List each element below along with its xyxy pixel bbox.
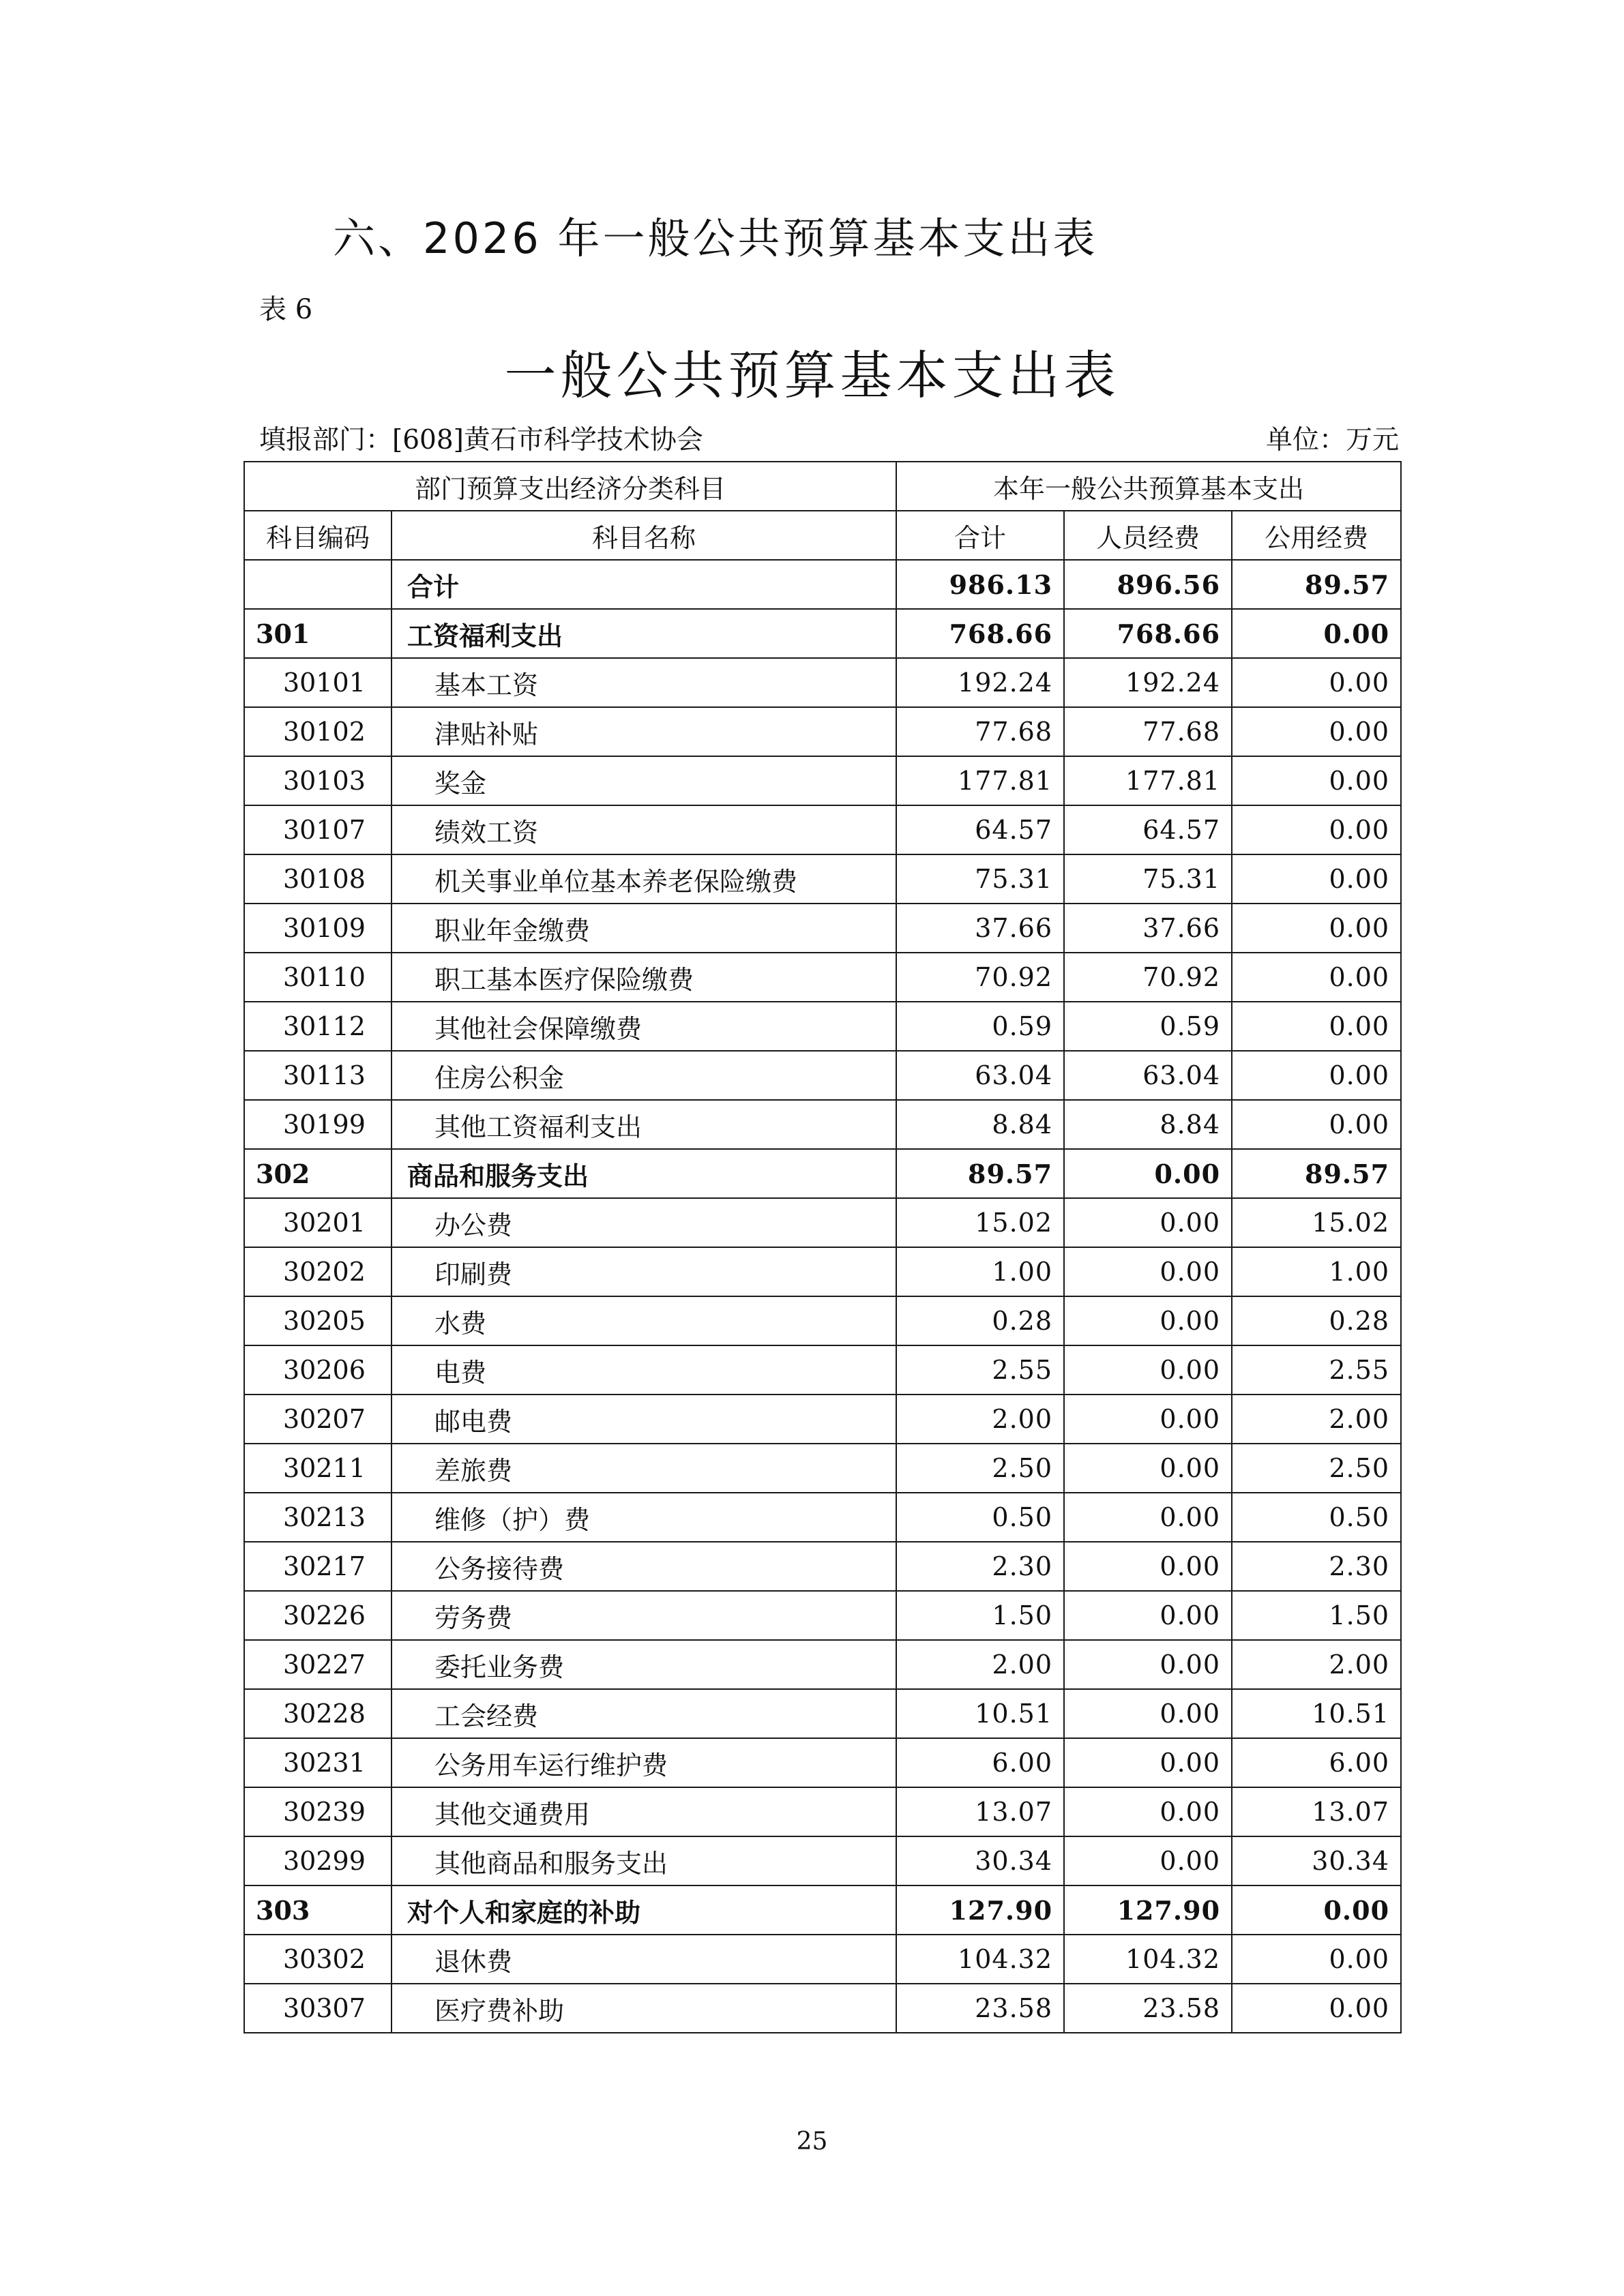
header-group-row: [244, 462, 1401, 511]
cell-personnel: 768.66: [1064, 609, 1232, 658]
cell-total: 23.58: [896, 1984, 1064, 2033]
cell-personnel: 64.57: [1064, 805, 1232, 854]
item-row: [244, 1738, 1401, 1787]
cell-total: 64.57: [896, 805, 1064, 854]
cell-code: 30113: [244, 1051, 392, 1100]
cell-total: 1.00: [896, 1247, 1064, 1296]
cell-name: 其他工资福利支出: [392, 1100, 896, 1149]
item-row: [244, 904, 1401, 953]
cell-total: 37.66: [896, 904, 1064, 953]
cell-name: 基本工资: [392, 658, 896, 707]
cell-public: 0.00: [1232, 904, 1401, 953]
cell-personnel: 104.32: [1064, 1935, 1232, 1984]
cell-total: 1.50: [896, 1591, 1064, 1640]
cell-code: 30231: [244, 1738, 392, 1787]
cell-name: 奖金: [392, 756, 896, 805]
cell-public: 0.00: [1232, 707, 1401, 756]
cell-code: 30211: [244, 1444, 392, 1493]
header-group-classification: 部门预算支出经济分类科目: [244, 462, 896, 511]
header-group-expenditure: 本年一般公共预算基本支出: [896, 462, 1401, 511]
cell-personnel: 192.24: [1064, 658, 1232, 707]
cell-public: 0.00: [1232, 1051, 1401, 1100]
cell-public: 30.34: [1232, 1836, 1401, 1885]
cell-public: 0.00: [1232, 1002, 1401, 1051]
cell-personnel: 8.84: [1064, 1100, 1232, 1149]
item-row: [244, 1002, 1401, 1051]
cell-total: 10.51: [896, 1689, 1064, 1738]
cell-public: 0.00: [1232, 1935, 1401, 1984]
cell-public: 0.00: [1232, 756, 1401, 805]
cell-total: 768.66: [896, 609, 1064, 658]
cell-name: 工会经费: [392, 1689, 896, 1738]
cell-public: 0.00: [1232, 658, 1401, 707]
cell-name: 劳务费: [392, 1591, 896, 1640]
cell-code: 301: [244, 609, 392, 658]
budget-expenditure-table: [243, 461, 1402, 2033]
cell-name: 差旅费: [392, 1444, 896, 1493]
cell-name: 职工基本医疗保险缴费: [392, 953, 896, 1002]
cell-name: 职业年金缴费: [392, 904, 896, 953]
cell-code: 30213: [244, 1493, 392, 1542]
cell-public: 0.00: [1232, 1885, 1401, 1935]
cell-public: 1.50: [1232, 1591, 1401, 1640]
item-row: [244, 1591, 1401, 1640]
cell-name: 商品和服务支出: [392, 1149, 896, 1198]
cell-code: 30302: [244, 1935, 392, 1984]
cell-personnel: 0.00: [1064, 1542, 1232, 1591]
cell-public: 2.50: [1232, 1444, 1401, 1493]
table-title: 一般公共预算基本支出表: [504, 345, 1120, 406]
cell-code: 30207: [244, 1395, 392, 1444]
cell-name: 住房公积金: [392, 1051, 896, 1100]
cell-code: [244, 560, 392, 609]
cell-name: 公务用车运行维护费: [392, 1738, 896, 1787]
header-row: [244, 511, 1401, 560]
item-row: [244, 1247, 1401, 1296]
cell-personnel: 177.81: [1064, 756, 1232, 805]
cell-total: 2.50: [896, 1444, 1064, 1493]
cell-code: 30206: [244, 1345, 392, 1395]
cell-code: 30217: [244, 1542, 392, 1591]
cell-total: 192.24: [896, 658, 1064, 707]
cell-total: 2.00: [896, 1395, 1064, 1444]
cell-personnel: 23.58: [1064, 1984, 1232, 2033]
header-public: 公用经费: [1232, 511, 1401, 560]
cell-public: 0.00: [1232, 609, 1401, 658]
cell-personnel: 0.00: [1064, 1640, 1232, 1689]
cell-total: 0.59: [896, 1002, 1064, 1051]
dept-value: [608]黄石市科学技术协会: [392, 425, 703, 456]
item-row: [244, 1787, 1401, 1836]
cell-personnel: 0.00: [1064, 1345, 1232, 1395]
category-row: [244, 1885, 1401, 1935]
filing-department: [259, 419, 703, 457]
cell-code: 303: [244, 1885, 392, 1935]
item-row: [244, 1542, 1401, 1591]
cell-total: 104.32: [896, 1935, 1064, 1984]
cell-personnel: 63.04: [1064, 1051, 1232, 1100]
header-code: 科目编码: [244, 511, 392, 560]
cell-code: 30227: [244, 1640, 392, 1689]
cell-code: 30110: [244, 953, 392, 1002]
cell-name: 医疗费补助: [392, 1984, 896, 2033]
cell-name: 水费: [392, 1296, 896, 1345]
item-row: [244, 1493, 1401, 1542]
cell-code: 30101: [244, 658, 392, 707]
cell-name: 维修（护）费: [392, 1493, 896, 1542]
cell-code: 30112: [244, 1002, 392, 1051]
page-number: 25: [796, 2128, 828, 2156]
cell-name: 电费: [392, 1345, 896, 1395]
item-row: [244, 1296, 1401, 1345]
cell-personnel: 0.00: [1064, 1493, 1232, 1542]
cell-name: 委托业务费: [392, 1640, 896, 1689]
cell-personnel: 0.00: [1064, 1149, 1232, 1198]
cell-public: 89.57: [1232, 560, 1401, 609]
cell-public: 0.50: [1232, 1493, 1401, 1542]
cell-total: 2.00: [896, 1640, 1064, 1689]
cell-code: 302: [244, 1149, 392, 1198]
cell-total: 30.34: [896, 1836, 1064, 1885]
header-personnel: 人员经费: [1064, 511, 1232, 560]
cell-personnel: 896.56: [1064, 560, 1232, 609]
section-heading: 六、2026 年一般公共预算基本支出表: [333, 213, 1098, 263]
cell-public: 0.00: [1232, 1100, 1401, 1149]
cell-public: 13.07: [1232, 1787, 1401, 1836]
cell-name: 合计: [392, 560, 896, 609]
cell-personnel: 0.00: [1064, 1395, 1232, 1444]
cell-total: 6.00: [896, 1738, 1064, 1787]
unit-label: 单位：: [1265, 425, 1346, 456]
cell-public: 2.30: [1232, 1542, 1401, 1591]
cell-name: 邮电费: [392, 1395, 896, 1444]
cell-public: 0.00: [1232, 1984, 1401, 2033]
item-row: [244, 1935, 1401, 1984]
cell-total: 2.55: [896, 1345, 1064, 1395]
cell-public: 0.00: [1232, 805, 1401, 854]
item-row: [244, 1345, 1401, 1395]
item-row: [244, 1984, 1401, 2033]
item-row: [244, 658, 1401, 707]
cell-name: 公务接待费: [392, 1542, 896, 1591]
unit-info: [1266, 419, 1399, 457]
cell-public: 10.51: [1232, 1689, 1401, 1738]
cell-personnel: 0.00: [1064, 1444, 1232, 1493]
cell-code: 30299: [244, 1836, 392, 1885]
cell-public: 0.28: [1232, 1296, 1401, 1345]
item-row: [244, 1198, 1401, 1247]
cell-name: 退休费: [392, 1935, 896, 1984]
cell-total: 177.81: [896, 756, 1064, 805]
dept-label: 填报部门：: [259, 425, 393, 456]
cell-total: 2.30: [896, 1542, 1064, 1591]
cell-total: 75.31: [896, 854, 1064, 904]
cell-personnel: 0.00: [1064, 1787, 1232, 1836]
cell-public: 89.57: [1232, 1149, 1401, 1198]
cell-name: 其他交通费用: [392, 1787, 896, 1836]
cell-public: 2.00: [1232, 1640, 1401, 1689]
cell-name: 办公费: [392, 1198, 896, 1247]
cell-total: 77.68: [896, 707, 1064, 756]
cell-code: 30307: [244, 1984, 392, 2033]
cell-name: 印刷费: [392, 1247, 896, 1296]
cell-public: 0.00: [1232, 953, 1401, 1002]
cell-personnel: 127.90: [1064, 1885, 1232, 1935]
cell-public: 0.00: [1232, 854, 1401, 904]
cell-public: 6.00: [1232, 1738, 1401, 1787]
total-row: [244, 560, 1401, 609]
cell-total: 0.50: [896, 1493, 1064, 1542]
cell-code: 30102: [244, 707, 392, 756]
cell-public: 1.00: [1232, 1247, 1401, 1296]
header-total: 合计: [896, 511, 1064, 560]
cell-personnel: 0.00: [1064, 1591, 1232, 1640]
cell-code: 30226: [244, 1591, 392, 1640]
cell-code: 30228: [244, 1689, 392, 1738]
cell-personnel: 0.00: [1064, 1296, 1232, 1345]
cell-code: 30205: [244, 1296, 392, 1345]
item-row: [244, 1100, 1401, 1149]
cell-total: 89.57: [896, 1149, 1064, 1198]
cell-public: 2.00: [1232, 1395, 1401, 1444]
table-number: 表 6: [259, 294, 313, 325]
category-row: [244, 1149, 1401, 1198]
cell-personnel: 77.68: [1064, 707, 1232, 756]
cell-code: 30109: [244, 904, 392, 953]
cell-personnel: 70.92: [1064, 953, 1232, 1002]
item-row: [244, 953, 1401, 1002]
item-row: [244, 756, 1401, 805]
cell-name: 工资福利支出: [392, 609, 896, 658]
item-row: [244, 1689, 1401, 1738]
cell-personnel: 0.00: [1064, 1836, 1232, 1885]
cell-code: 30107: [244, 805, 392, 854]
item-row: [244, 707, 1401, 756]
cell-personnel: 0.00: [1064, 1198, 1232, 1247]
cell-personnel: 0.59: [1064, 1002, 1232, 1051]
cell-personnel: 0.00: [1064, 1738, 1232, 1787]
item-row: [244, 805, 1401, 854]
item-row: [244, 1444, 1401, 1493]
cell-name: 其他商品和服务支出: [392, 1836, 896, 1885]
cell-total: 15.02: [896, 1198, 1064, 1247]
cell-total: 63.04: [896, 1051, 1064, 1100]
cell-name: 绩效工资: [392, 805, 896, 854]
cell-code: 30201: [244, 1198, 392, 1247]
unit-value: 万元: [1345, 425, 1399, 456]
category-row: [244, 609, 1401, 658]
item-row: [244, 854, 1401, 904]
cell-code: 30202: [244, 1247, 392, 1296]
cell-personnel: 0.00: [1064, 1689, 1232, 1738]
item-row: [244, 1395, 1401, 1444]
cell-code: 30103: [244, 756, 392, 805]
cell-total: 986.13: [896, 560, 1064, 609]
cell-total: 13.07: [896, 1787, 1064, 1836]
item-row: [244, 1640, 1401, 1689]
cell-code: 30199: [244, 1100, 392, 1149]
cell-public: 15.02: [1232, 1198, 1401, 1247]
cell-code: 30108: [244, 854, 392, 904]
cell-personnel: 37.66: [1064, 904, 1232, 953]
cell-name: 津贴补贴: [392, 707, 896, 756]
item-row: [244, 1836, 1401, 1885]
cell-name: 其他社会保障缴费: [392, 1002, 896, 1051]
cell-personnel: 75.31: [1064, 854, 1232, 904]
cell-code: 30239: [244, 1787, 392, 1836]
cell-personnel: 0.00: [1064, 1247, 1232, 1296]
cell-name: 机关事业单位基本养老保险缴费: [392, 854, 896, 904]
cell-public: 2.55: [1232, 1345, 1401, 1395]
cell-total: 8.84: [896, 1100, 1064, 1149]
cell-total: 127.90: [896, 1885, 1064, 1935]
cell-total: 0.28: [896, 1296, 1064, 1345]
cell-name: 对个人和家庭的补助: [392, 1885, 896, 1935]
cell-total: 70.92: [896, 953, 1064, 1002]
header-name: 科目名称: [392, 511, 896, 560]
item-row: [244, 1051, 1401, 1100]
